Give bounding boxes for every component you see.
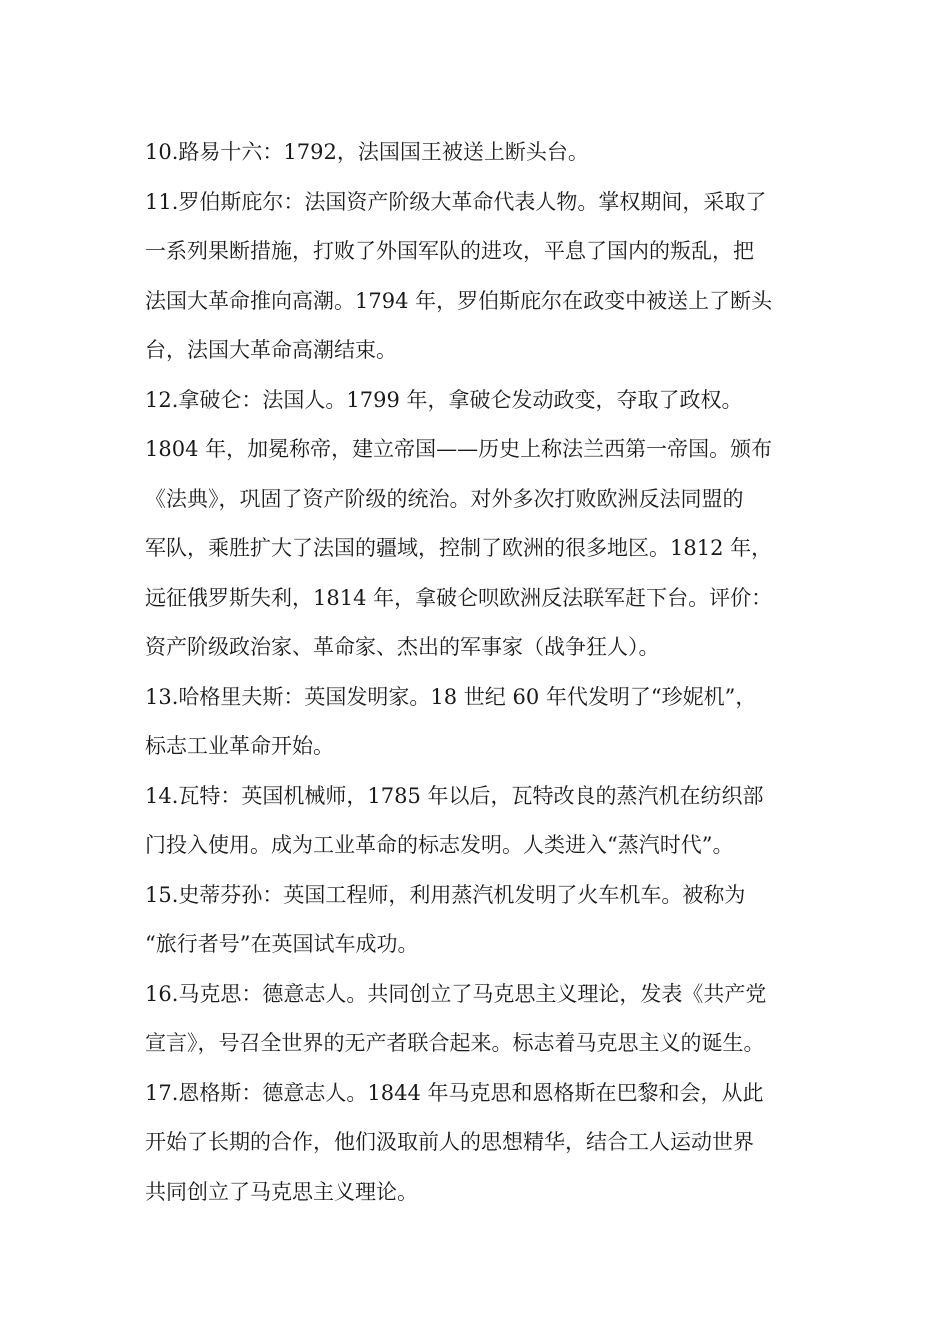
- text-line: 15.史蒂芬孙：英国工程师，利用蒸汽机发明了火车机车。被称为: [145, 882, 746, 907]
- text-line: 12.拿破仑：法国人。1799 年，拿破仑发动政变，夺取了政权。: [145, 387, 743, 412]
- text-line: 13.哈格里夫斯：英国发明家。18 世纪 60 年代发明了“珍妮机”，: [145, 684, 757, 709]
- text-line: “旅行者号”在英国试车成功。: [145, 932, 419, 956]
- text-line: 16.马克思：德意志人。共同创立了马克思主义理论，发表《共产党: [145, 981, 767, 1006]
- text-line: 门投入使用。成为工业革命的标志发明。人类进入“蒸汽时代”。: [145, 833, 734, 857]
- text-line: 1804 年，加冕称帝，建立帝国——历史上称法兰西第一帝国。颁布: [145, 437, 773, 461]
- text-line: 11.罗伯斯庇尔：法国资产阶级大革命代表人物。掌权期间，采取了: [145, 189, 767, 214]
- text-line: 一系列果断措施，打败了外国军队的进攻，平息了国内的叛乱，把: [145, 239, 754, 263]
- text-line: 标志工业革命开始。: [145, 734, 334, 758]
- text-line: 10.路易十六：1792，法国国王被送上断头台。: [145, 140, 589, 164]
- text-line: 《法典》，巩固了资产阶级的统治。对外多次打败欧洲反法同盟的: [145, 486, 744, 511]
- text-line: 远征俄罗斯失利，1814 年，拿破仑呗欧洲反法联军赶下台。评价：: [145, 585, 773, 610]
- text-line: 台，法国大革命高潮结束。: [145, 338, 397, 362]
- text-line: 14.瓦特：英国机械师，1785 年以后，瓦特改良的蒸汽机在纺织部: [145, 783, 764, 808]
- text-line: 共同创立了马克思主义理论。: [145, 1179, 418, 1204]
- text-line: 17.恩格斯：德意志人。1844 年马克思和恩格斯在巴黎和会，从此: [145, 1080, 764, 1105]
- text-line: 资产阶级政治家、革命家、杰出的军事家（战争狂人）。: [145, 635, 660, 659]
- document-body: [145, 128, 810, 1217]
- text-line: 法国大革命推向高潮。1794 年，罗伯斯庇尔在政变中被送上了断头: [145, 288, 773, 313]
- text-line: 军队，乘胜扩大了法国的疆域，控制了欧洲的很多地区。1812 年，: [145, 536, 773, 560]
- text-line: 开始了长期的合作，他们汲取前人的思想精华，结合工人运动世界: [145, 1130, 754, 1154]
- text-line: 宣言》，号召全世界的无产者联合起来。标志着马克思主义的诞生。: [145, 1031, 765, 1055]
